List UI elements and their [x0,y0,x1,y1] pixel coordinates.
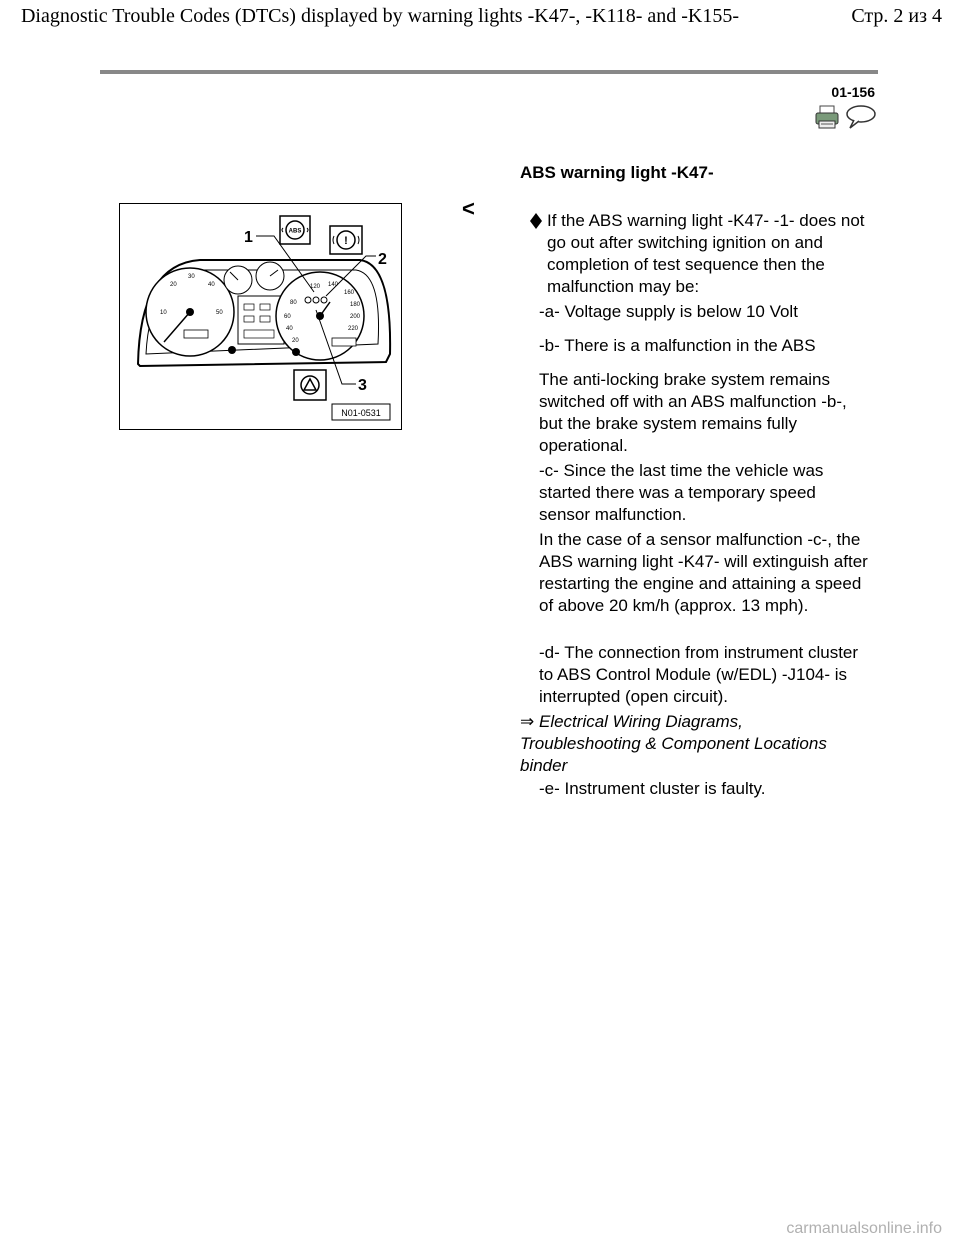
cause-item-d: -d- The connection from instrument cluster to ABS Control Module (w/EDL) -J104- is interrupted (open circuit). [539,643,859,706]
gauge-tick-label: 220 [348,326,359,332]
page-code: 01-156 [831,84,875,100]
cause-note-c: In the case of a sensor malfunction -c-, the ABS warning light -K47- will extinguish after restarting the engine and attaining a speed of above 20 km/h (approx. 13 mph). [539,530,868,615]
wiring-diagram-reference[interactable] [520,711,865,777]
gauge-tick-label: 50 [216,310,223,316]
gauge-tick-label: 30 [188,274,195,280]
gauge-tick-label: 160 [344,290,355,296]
callout-number-3: 3 [358,377,367,394]
cause-item-c: -c- Since the last time the vehicle was started there was a temporary speed sensor malfunction. [539,461,824,524]
gauge-tick-label: 40 [208,282,215,288]
callout-number-2: 2 [378,251,387,268]
section-title: ABS warning light -K47- [520,163,714,182]
gauge-tick-label: 20 [170,282,177,288]
printer-icon[interactable] [816,106,838,128]
xref-arrow-icon: ⇒ [520,712,535,731]
abs-symbol-label: ABS [288,228,302,235]
bullet-diamond-icon [524,210,548,234]
document-title: Diagnostic Trouble Codes (DTCs) displayed by warning lights -K47-, -K118- and -K155- [20,5,740,27]
gauge-tick-label: 80 [290,300,297,306]
gauge-tick-label: 140 [328,282,339,288]
xref-link-text[interactable]: Electrical Wiring Diagrams, Troubleshooting & Component Locations binder [520,712,827,775]
bullet-condition-text: If the ABS warning light -K47- -1- does not go out after switching ignition on and completion of test sequence then the malfunction may be: [547,211,865,296]
figure-ref-code: N01-0531 [341,408,381,418]
header-divider [100,70,878,74]
cause-item-a: -a- Voltage supply is below 10 Volt [539,302,798,321]
gauge-tick-label: 10 [160,310,167,316]
page-indicator: Стр. 2 из 4 [851,5,942,27]
gauge-tick-label: 120 [310,284,321,290]
gauge-tick-label: 180 [350,302,361,308]
site-watermark: carmanualsonline.info [786,1220,942,1237]
speech-bubble-icon[interactable] [847,106,875,128]
cause-item-e: -e- Instrument cluster is faulty. [539,779,766,798]
callout-number-1: 1 [244,229,253,246]
gauge-tick-label: 40 [286,326,293,332]
gauge-tick-label: 200 [350,314,361,320]
cause-note-b: The anti-locking brake system remains switched off with an ABS malfunction -b-, but the brake system remains fully operational. [539,370,847,455]
gauge-tick-label: 20 [292,338,299,344]
cause-item-b: -b- There is a malfunction in the ABS [539,336,816,355]
figure-pointer-icon: < [462,196,475,221]
gauge-tick-label: 60 [284,314,291,320]
brake-symbol-mark: ! [344,235,348,247]
instrument-cluster-figure [119,203,402,430]
toolbar-icons [814,104,878,130]
